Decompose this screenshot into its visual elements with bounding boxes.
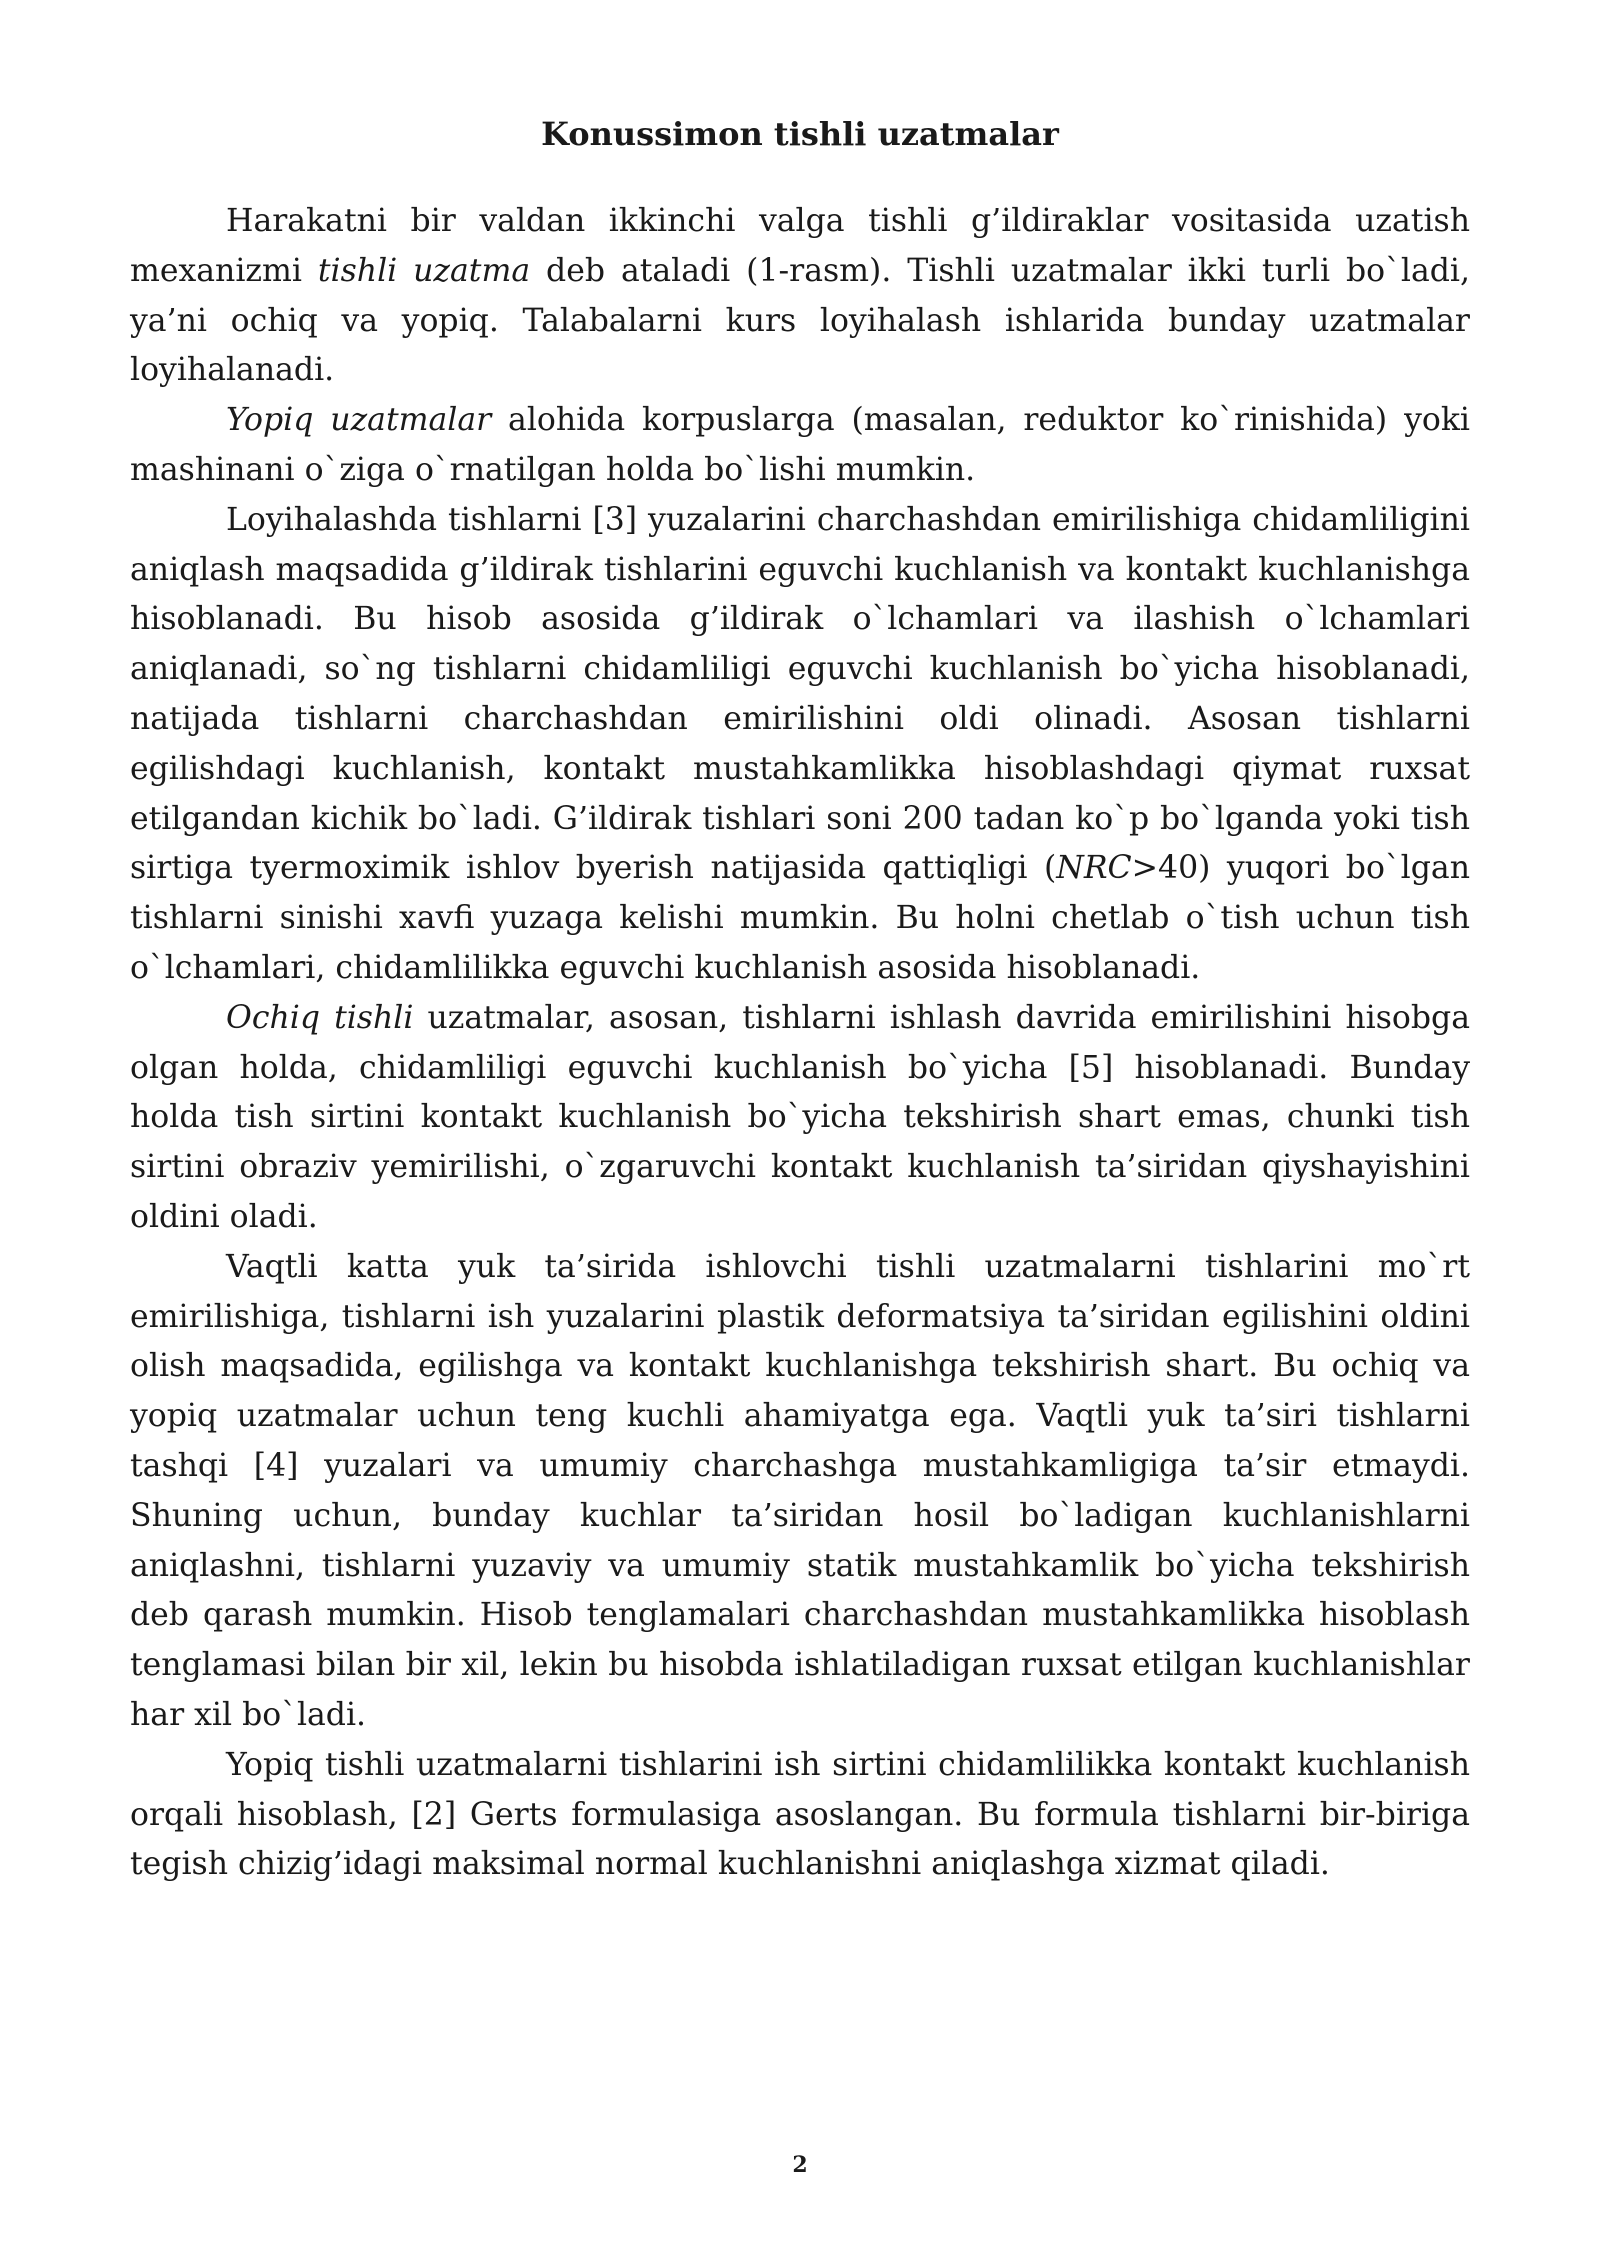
paragraph-2 (130, 396, 1470, 496)
paragraph-5-text: Vaqtli katta yuk ta’sirida ishlovchi tishli uzatmalarni tishlarini mo`rt emirilishiga, tishlarni ish yuzalarini plastik deformatsiya ta’siridan egilishini oldini olish maqsadida, egilishga va kontakt kuchlanishga tekshirish shart. Bu ochiq va yopiq uzatmalar uchun teng kuchli ahamiyatga ega. Vaqtli yuk ta’siri tishlarni tashqi [4] yuzalari va umumiy charchashga mustahkamligiga ta’sir etmaydi. Shuning uchun, bunday kuchlar ta’siridan hosil bo`ladigan kuchlanishlarni aniqlashni, tishlarni yuzaviy va umumiy statik mustahkamlik bo`yicha tekshirish deb qarash mumkin. Hisob tenglamalari charchashdan mustahkamlikka hisoblash tenglamasi bilan bir xil, lekin bu hisobda ishlatiladigan ruxsat etilgan kuchlanishlar har xil bo`ladi. (130, 1248, 1470, 1733)
paragraph-2-term: Yopiq uzatmalar (226, 402, 492, 439)
paragraph-3-term: NRC (1056, 850, 1132, 887)
paragraph-4 (130, 994, 1470, 1243)
paragraph-3 (130, 496, 1470, 994)
page-number: 2 (792, 2152, 808, 2178)
paragraph-1 (130, 197, 1470, 396)
paragraph-4-text: uzatmalar, asosan, tishlarni ishlash davrida emirilishini hisobga olgan holda, chidamliligi eguvchi kuchlanish bo`yicha [5] hisoblanadi. Bunday holda tish sirtini kontakt kuchlanish bo`yicha tekshirish shart emas, chunki tish sirtini obraziv yemirilishi, o`zgaruvchi kontakt kuchlanish ta’siridan qiyshayishini oldini oladi. (130, 999, 1470, 1235)
paragraph-3-text-b: >40) yuqori bo`lgan tishlarni sinishi xavfi yuzaga kelishi mumkin. Bu holni chetlab o`tish uchun tish o`lchamlari, chidamlilikka eguvchi kuchlanish asosida hisoblanadi. (130, 850, 1470, 986)
paragraph-3-text-a: Loyihalashda tishlarni [3] yuzalarini charchashdan emirilishiga chidamliligini aniqlash maqsadida g’ildirak tishlarini eguvchi kuchlanish va kontakt kuchlanishga hisoblanadi. Bu hisob asosida g’ildirak o`lchamlari va ilashish o`lchamlari aniqlanadi, so`ng tishlarni chidamliligi eguvchi kuchlanish bo`yicha hisoblanadi, natijada tishlarni charchashdan emirilishini oldi olinadi. Asosan tishlarni egilishdagi kuchlanish, kontakt mustahkamlikka hisoblashdagi qiymat ruxsat etilgandan kichik bo`ladi. G’ildirak tishlari soni 200 tadan ko`p bo`lganda yoki tish sirtiga tyermoximik ishlov byerish natijasida qattiqligi ( (130, 501, 1470, 887)
paragraph-1-term: tishli uzatma (317, 252, 531, 289)
document-title: Konussimon tishli uzatmalar (541, 115, 1059, 153)
paragraph-1-text-a: Harakatni bir valdan ikkinchi valga tishli g’ildiraklar vositasida uzatish mexanizmi (130, 203, 1470, 289)
paragraph-1-text-b: deb ataladi (1-rasm). Tishli uzatmalar ikki turli bo`ladi, ya’ni ochiq va yopiq. Talabalarni kurs loyihalash ishlarida bunday uzatmalar loyihalanadi. (130, 252, 1470, 389)
paragraph-5 (130, 1243, 1470, 1741)
document-body (130, 197, 1470, 1890)
paragraph-6-text: Yopiq tishli uzatmalarni tishlarini ish sirtini chidamlilikka kontakt kuchlanish orqali hisoblash, [2] Gerts formulasiga asoslangan. Bu formula tishlarni bir-biriga tegish chizig’idagi maksimal normal kuchlanishni aniqlashga xizmat qiladi. (130, 1746, 1470, 1883)
paragraph-4-term: Ochiq tishli (226, 999, 414, 1036)
paragraph-2-text: alohida korpuslarga (masalan, reduktor ko`rinishida) yoki mashinani o`ziga o`rnatilgan holda bo`lishi mumkin. (130, 402, 1470, 488)
paragraph-6 (130, 1741, 1470, 1890)
